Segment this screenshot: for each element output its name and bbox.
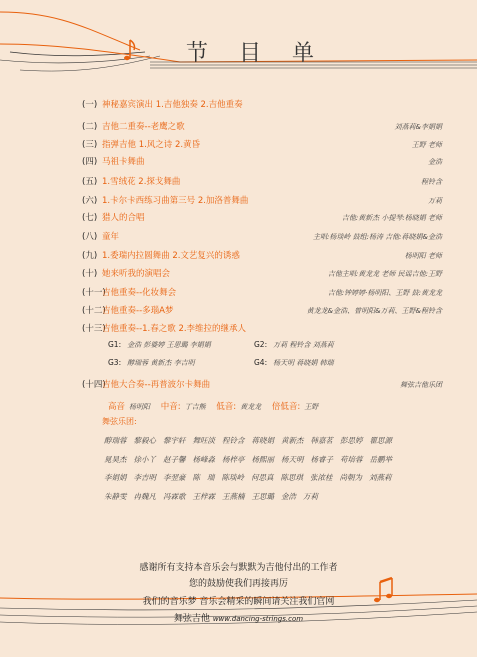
band-member: 陈 [192,473,200,482]
band-member: 杨熙丽 [251,454,274,464]
band-member: 苟培蓉 [340,454,363,464]
program-item: (四) 马祖卡舞曲 金浩 [82,157,442,167]
band-member: 冉魏凡 [133,491,156,501]
band-member: 冯霖歌 [163,491,186,501]
band-member: 李娟娟 [104,473,127,482]
band-member: 王思璐 [251,491,274,501]
band-label: 舞弦乐团: [102,417,137,426]
band-member: 韩嘉茗 [310,436,333,445]
footer-website-note: 我们的音乐梦 音乐会精采的瞬间请关注我们官网 [142,597,335,607]
brand-name: 舞弦吉他 [173,614,210,624]
band-member: 尚朝为 [339,473,362,482]
band-member: 程铃含 [222,436,245,445]
music-note-icon [124,40,135,60]
band-member: 刘燕莉 [369,473,392,482]
band-member: 舞旺淡 [192,436,215,445]
guitar-group: G1: 金浩 彭婆婷 王思璐 李娟娟 [108,340,211,349]
program-item: (三) 指弹吉他 1.风之诗 2.黄昏 王野 老师 [82,140,442,150]
voice-parts: 高音 杨明阳 中音: 丁吉熊 低音: 黄龙龙 倍低音: 王野 [108,402,319,412]
program-item: (十三)吉他重奏--1.春之歌 2.李维拉的继承人 [82,324,247,334]
band-member: 瑞 [207,473,215,482]
band-member: 杨天明 [281,454,304,464]
footer-encourage: 您的鼓励使我们再接再厉 [188,579,288,589]
band-member: 赵子馨 [163,454,186,464]
band-member: 杨梓亭 [222,454,245,464]
band-member: 王燕楠 [222,491,245,501]
band-member: 黎毅心 [133,436,156,445]
footer-thanks: 感谢所有支持本音乐会与默默为吉他付出的工作者 [139,563,338,573]
band-member: 瞿思源 [369,436,392,445]
program-item: (八) 童年 主唱:杨琰岭 鼓组:杨涛 吉他:蒋晓娟&金浩 [82,232,442,242]
band-member: 王梓霖 [192,491,215,501]
program-item: (二) 吉他二重奏--老鹰之歌 刘燕莉&李娟娟 [82,122,442,132]
band-member: 陈琰岭 [221,473,244,482]
guitar-group: G4: 杨天明 蒋晓娟 韩瑞 [254,358,334,367]
band-members [104,432,419,506]
band-member: 张浓桂 [310,473,333,482]
guitar-group: G2: 万莉 程铃含 刘燕莉 [254,340,334,349]
program-item: (一) 神秘嘉宾演出 1.吉他独奏 2.吉他重奏 [82,100,243,110]
band-member: 何思真 [251,473,274,482]
band-member: 金浩 [281,491,296,501]
band-member: 黄新杰 [281,436,304,445]
band-member: 蒋晓娟 [251,436,274,445]
band-member: 李翌豪 [163,473,186,482]
band-member: 彭思婷 [340,436,363,445]
footer-brand [0,611,477,624]
band-member: 李吉明 [133,473,156,482]
band-member: 陈思琪 [280,473,303,482]
program-item: (十一)吉他重奏--化妆舞会 吉他:钟婷婷·杨明阳、王野 鼓:黄龙龙 [82,288,442,298]
band-member: 徐小丫 [133,454,156,464]
band-member: 朱静雯 [104,491,127,501]
program-item: (七) 猎人的合唱 吉他:黄新杰 小提琴:杨晓娟 老师 [82,213,442,223]
band-member: 晁昊杰 [104,454,127,464]
website-link[interactable]: www.dancing-strings.com [212,615,304,623]
band-member: 杨峰淼 [192,454,215,464]
program-item: (十) 她来听我的演唱会 吉他主唱:黄龙龙 老师 民谣吉他:王野 [82,269,442,279]
band-member: 杨睿子 [310,454,333,464]
band-member: 醇瑞蓉 [104,436,127,445]
page-title: 节 目 单 [186,41,326,66]
program-item: (九) 1.委瑞内拉圆舞曲 2.文艺复兴的诱惑 杨明阳 老师 [82,251,442,261]
band-member: 岳鹏举 [369,454,392,464]
program-item: (六) 1.卡尔卡西练习曲第三号 2.加洛普舞曲 万莉 [82,196,442,206]
guitar-group: G3: 醇瑞蓉 黄新杰 李吉明 [108,358,195,367]
band-member: 万莉 [303,491,318,501]
program-item: (五) 1.雪绒花 2.探戈舞曲 程铃含 [82,177,442,187]
band-member: 黎宇轩 [163,436,186,445]
program-item: (十二)吉他重奏--多瑙A梦 黄龙龙&金浩、曾明阳&万莉、王野&程铃含 [82,306,442,316]
program-item: (十四)吉他大合奏--再普波尔卡舞曲 舞弦吉他乐团 [82,380,442,390]
